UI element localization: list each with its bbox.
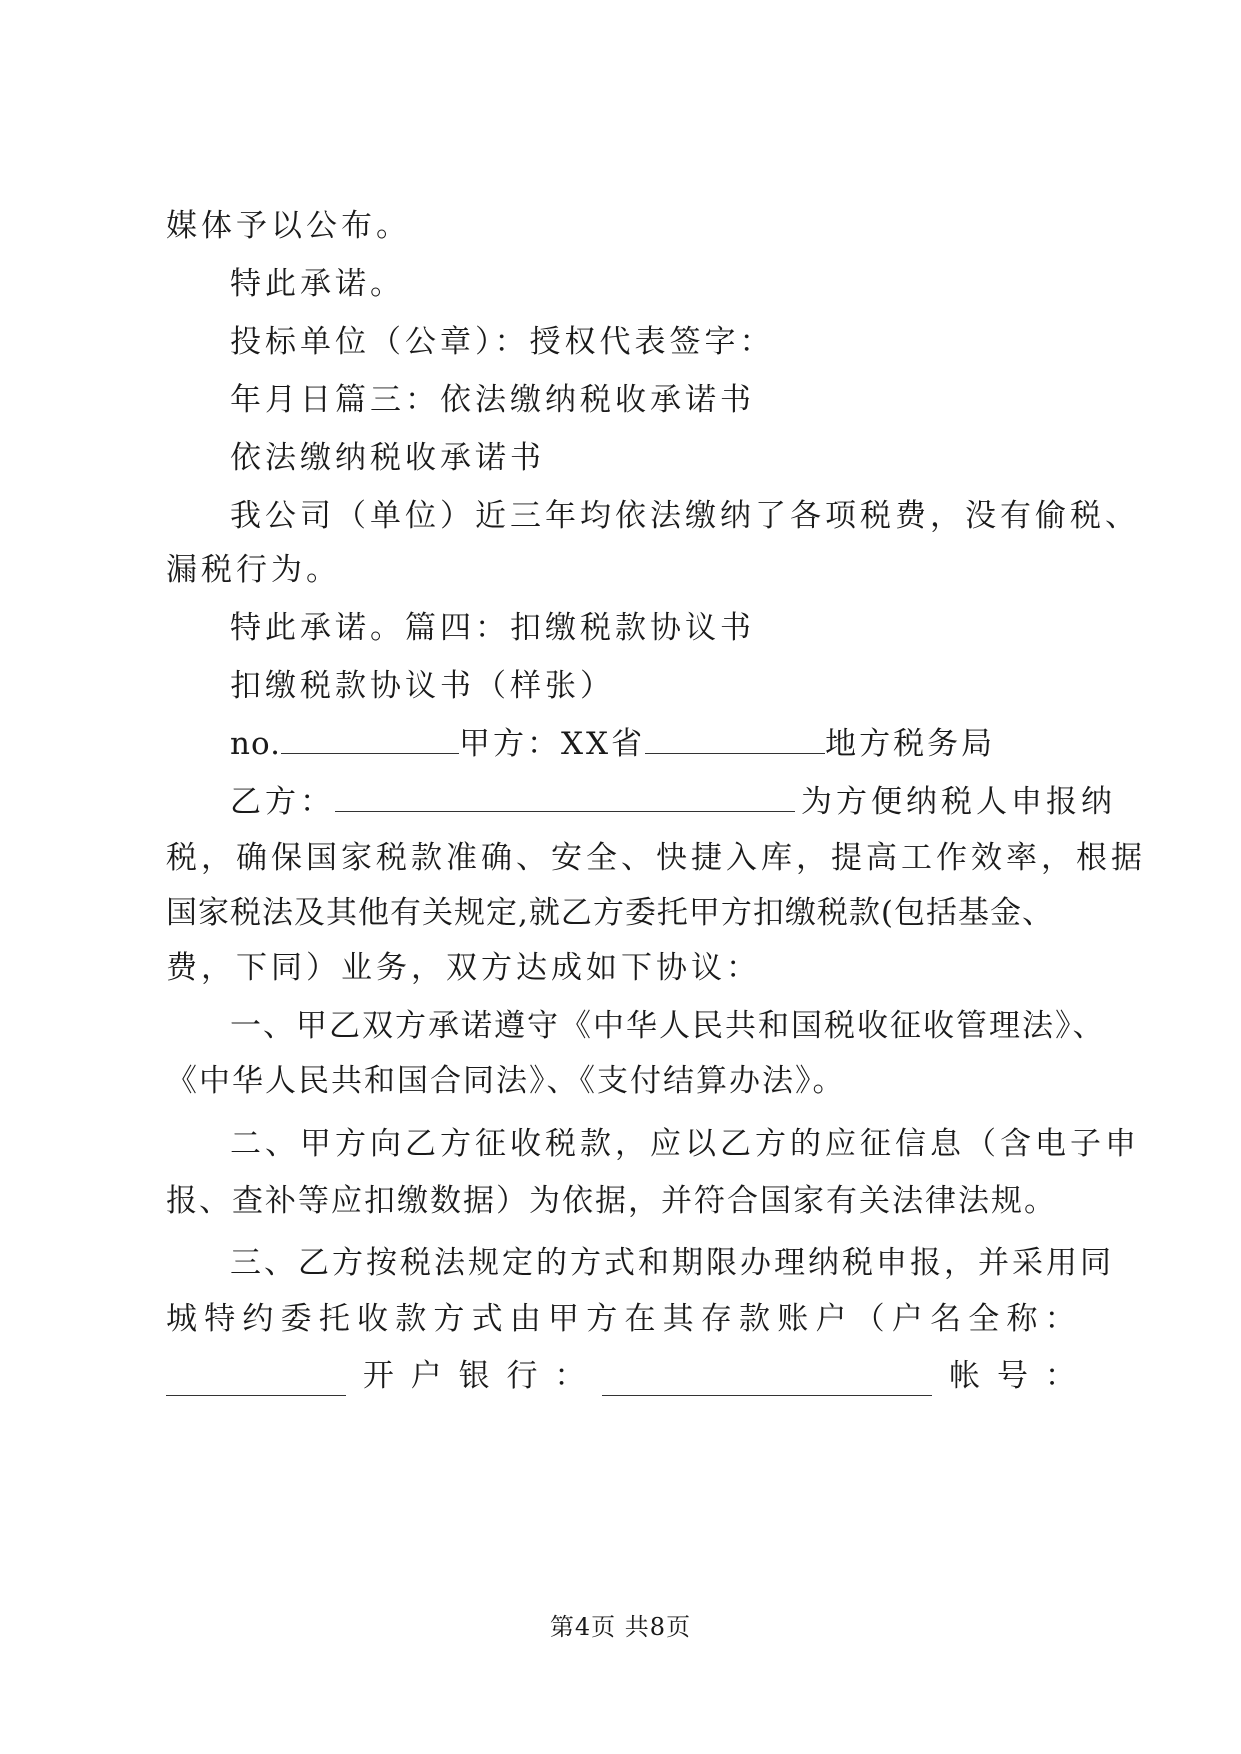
- justified-line: [166, 1299, 1076, 1339]
- char: （: [853, 1301, 885, 1337]
- text-line: 投标单位（公章）：授权代表签字：: [230, 324, 775, 360]
- char: 户: [410, 1358, 442, 1394]
- char: 全: [968, 1301, 1000, 1337]
- char: 方: [586, 1301, 618, 1337]
- char: 收: [357, 1301, 389, 1337]
- agreement-number-line: [230, 724, 995, 764]
- party-b-blank: [335, 785, 795, 812]
- char: 由: [509, 1301, 541, 1337]
- text-line: 我公司（单位）近三年均依法缴纳了各项税费，没有偷税、: [230, 498, 1140, 534]
- text-line: 《中华人民共和国合同法》、《支付结算办法》。: [166, 1063, 846, 1099]
- char: 行: [506, 1358, 538, 1394]
- char: ：: [1044, 1358, 1076, 1394]
- char: 户: [891, 1301, 923, 1337]
- char: 款: [395, 1301, 427, 1337]
- text-line: 特此承诺。: [230, 266, 405, 302]
- char: 城: [166, 1301, 197, 1337]
- party-b-label: 乙方：: [230, 784, 335, 820]
- char: 帐: [949, 1358, 981, 1394]
- text-line: 特此承诺。篇四：扣缴税款协议书: [230, 610, 755, 646]
- char: 约: [242, 1301, 274, 1337]
- char: 号: [997, 1358, 1028, 1394]
- char: 户: [815, 1301, 847, 1337]
- char: 其: [662, 1301, 694, 1337]
- char: 存: [700, 1301, 732, 1337]
- char: 甲: [548, 1301, 580, 1337]
- party-a-blank: [645, 727, 825, 754]
- bank-account-line: [166, 1356, 1076, 1396]
- char: 开: [362, 1358, 394, 1394]
- text-line: 媒体予以公布。: [166, 208, 411, 244]
- number-prefix: no.: [230, 726, 281, 762]
- char: ：: [554, 1358, 586, 1394]
- text-line: 二、甲方向乙方征收税款，应以乙方的应征信息（含电子申: [230, 1126, 1140, 1162]
- char: 账: [777, 1301, 809, 1337]
- text-line: 一、甲乙双方承诺遵守《中华人民共和国税收征收管理法》、: [230, 1008, 1106, 1044]
- char: 委: [280, 1301, 312, 1337]
- char: 款: [739, 1301, 771, 1337]
- text-line: 漏税行为。: [166, 552, 341, 588]
- char: 托: [318, 1301, 350, 1337]
- char: 特: [204, 1301, 236, 1337]
- section-title: 依法缴纳税收承诺书: [230, 440, 545, 476]
- party-b-line: [230, 782, 1116, 822]
- section-title: 扣缴税款协议书（样张）: [230, 668, 615, 704]
- text-line: 费，下同）业务，双方达成如下协议：: [166, 950, 761, 986]
- account-name-blank: [166, 1369, 346, 1396]
- text-line: 国家税法及其他有关规定,就乙方委托甲方扣缴税款(包括基金、: [166, 895, 1054, 931]
- party-b-suffix: 为方便纳税人申报纳: [801, 784, 1116, 820]
- char: 在: [624, 1301, 656, 1337]
- party-a-suffix: 地方税务局: [825, 726, 996, 762]
- char: ：: [1044, 1301, 1076, 1337]
- text-line: 年月日篇三：依法缴纳税收承诺书: [230, 382, 755, 418]
- text-line: 税，确保国家税款准确、安全、快捷入库，提高工作效率，根据: [166, 840, 1146, 876]
- text-line: 报、查补等应扣缴数据）为依据，并符合国家有关法律法规。: [166, 1183, 1057, 1219]
- char: 式: [471, 1301, 503, 1337]
- page-footer: 第4页 共8页: [549, 1613, 692, 1641]
- bank-blank: [602, 1369, 932, 1396]
- char: 银: [458, 1358, 490, 1394]
- char: 称: [1006, 1301, 1038, 1337]
- number-blank: [281, 727, 459, 754]
- party-a-label: 甲方：XX省: [458, 726, 646, 762]
- char: 名: [930, 1301, 962, 1337]
- char: 方: [433, 1301, 465, 1337]
- text-line: 三、乙方按税法规定的方式和期限办理纳税申报，并采用同: [230, 1245, 1114, 1281]
